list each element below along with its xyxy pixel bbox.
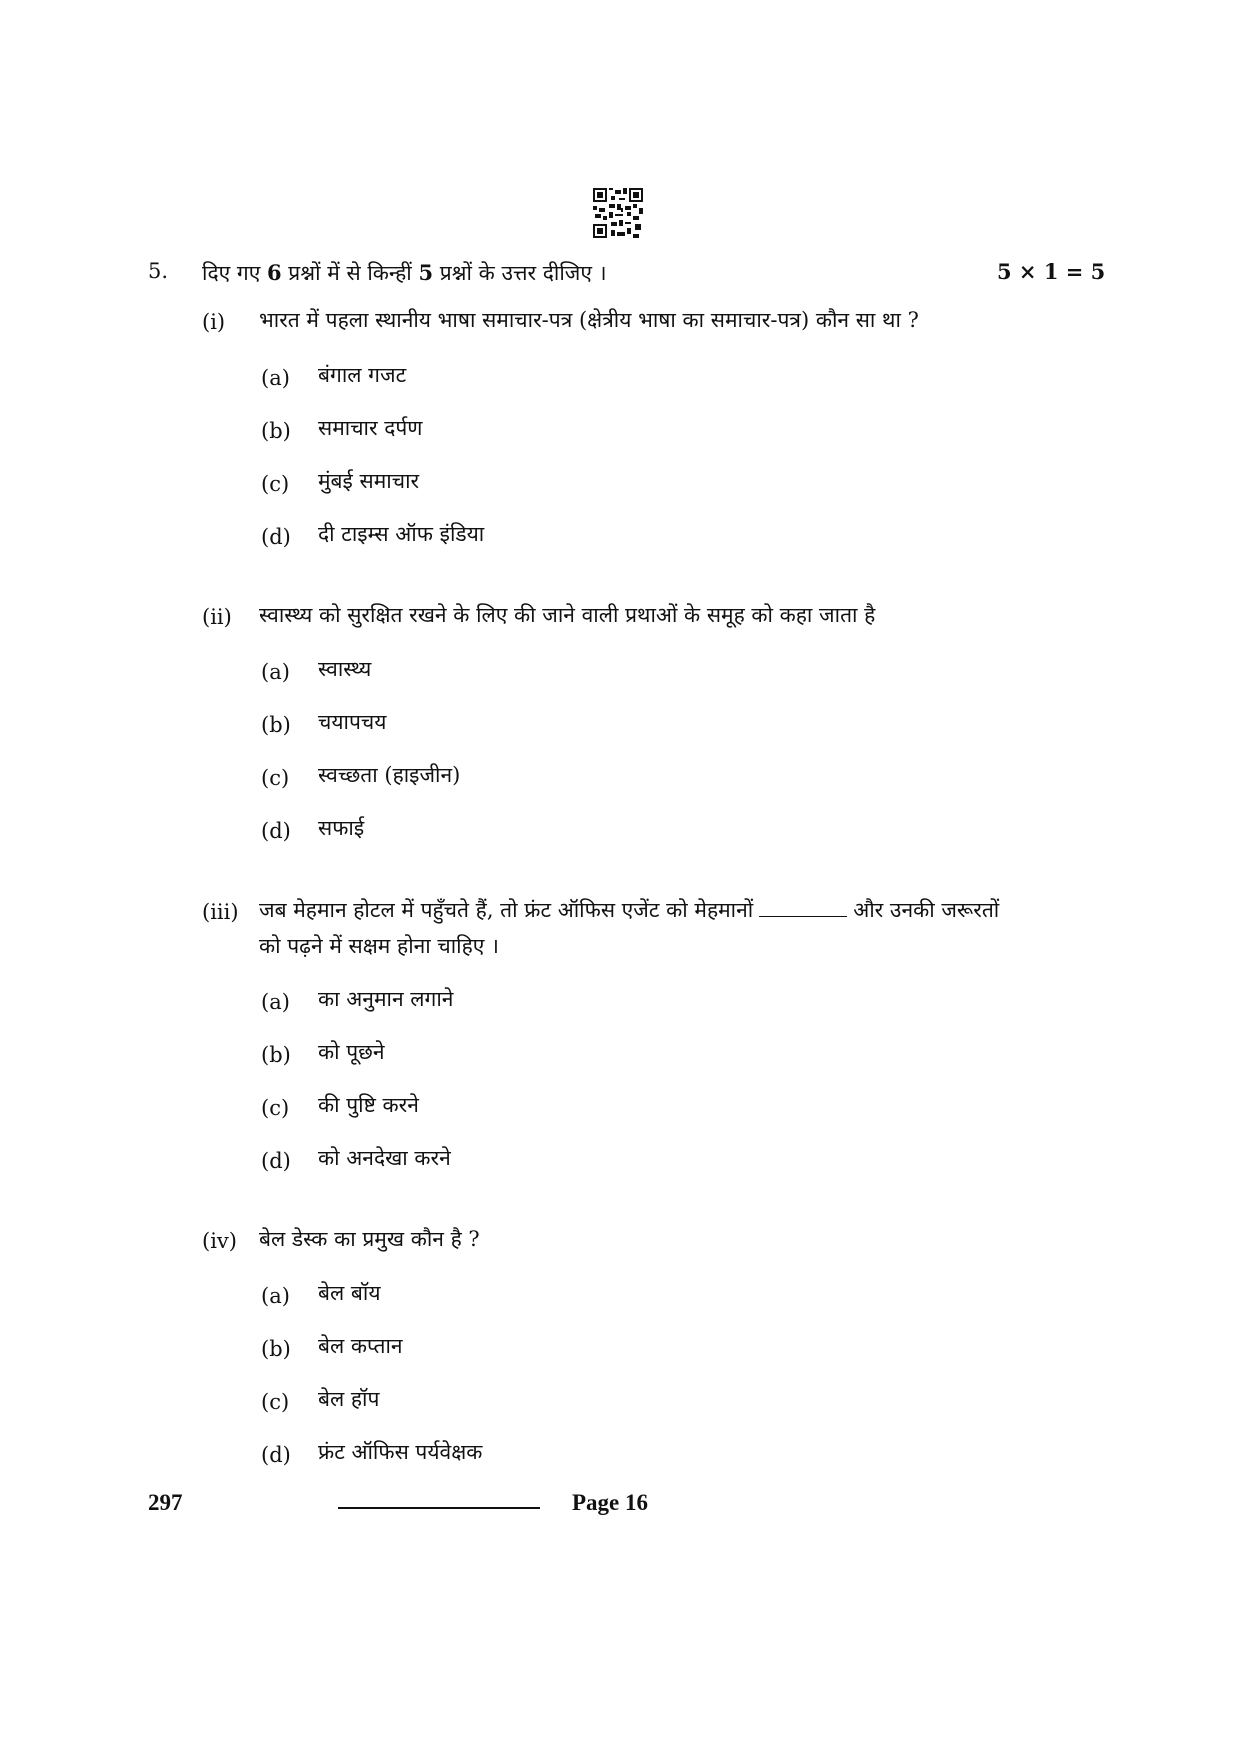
page-number: Page 16 (572, 1490, 649, 1515)
option-label: (a) (261, 990, 290, 1014)
footer-divider (338, 1507, 540, 1509)
instruction-pre: दिए गए (202, 261, 267, 285)
option-text: को पूछने (318, 1040, 385, 1064)
option-text: फ्रंट ऑफिस पर्यवेक्षक (318, 1440, 483, 1464)
subquestion-text (259, 892, 999, 964)
option-text: को अनदेखा करने (318, 1146, 451, 1170)
option-label: (b) (261, 1043, 291, 1067)
instruction-post: प्रश्नों के उत्तर दीजिए । (433, 261, 607, 285)
option-text: बंगाल गजट (318, 363, 407, 387)
option-text: मुंबई समाचार (318, 469, 420, 493)
option-text: दी टाइम्स ऑफ इंडिया (318, 522, 485, 546)
question-instruction (202, 259, 607, 287)
subquestion-label: (i) (202, 310, 226, 334)
subquestion-text: स्वास्थ्य को सुरक्षित रखने के लिए की जाने वाली प्रथाओं के समूह को कहा जाता है (259, 603, 876, 627)
subquestion-label: (iii) (202, 900, 239, 924)
option-label: (d) (261, 525, 291, 549)
subquestion-text: भारत में पहला स्थानीय भाषा समाचार-पत्र (क्षेत्रीय भाषा का समाचार-पत्र) कौन सा था ? (259, 308, 919, 332)
subquestion-text-part2: और उनकी जरूरतों (853, 898, 1000, 922)
option-text: बेल कप्तान (318, 1334, 403, 1358)
option-label: (c) (261, 766, 290, 790)
subquestion-label: (iv) (202, 1229, 237, 1253)
option-label: (c) (261, 1096, 290, 1120)
option-text: सफाई (318, 816, 365, 840)
option-label: (d) (261, 1443, 291, 1467)
question-number: 5. (148, 259, 169, 283)
qr-code (593, 188, 643, 238)
option-text: बेल बॉय (318, 1281, 381, 1305)
option-text: का अनुमान लगाने (318, 987, 454, 1011)
instruction-count-total: 6 (267, 260, 282, 285)
option-label: (b) (261, 1337, 291, 1361)
instruction-count-attempt: 5 (418, 260, 434, 285)
option-label: (a) (261, 1284, 290, 1308)
instruction-mid: प्रश्नों में से किन्हीं (281, 261, 419, 285)
option-text: समाचार दर्पण (318, 416, 423, 440)
paper-code: 297 (148, 1490, 183, 1515)
option-label: (d) (261, 1149, 291, 1173)
option-label: (d) (261, 819, 291, 843)
subquestion-line-1 (259, 892, 999, 928)
option-label: (b) (261, 713, 291, 737)
subquestion-label: (ii) (202, 605, 232, 629)
option-text: स्वच्छता (हाइजीन) (318, 763, 461, 787)
subquestion-text: बेल डेस्क का प्रमुख कौन है ? (259, 1227, 480, 1251)
option-text: स्वास्थ्य (318, 657, 372, 681)
fill-in-blank (759, 898, 847, 917)
option-label: (c) (261, 1390, 290, 1414)
option-label: (c) (261, 472, 290, 496)
option-text: की पुष्टि करने (318, 1093, 419, 1117)
option-label: (a) (261, 366, 290, 390)
option-text: चयापचय (318, 710, 387, 734)
option-label: (b) (261, 419, 291, 443)
question-marks: 5 × 1 = 5 (997, 259, 1106, 284)
subquestion-text-part1: जब मेहमान होटल में पहुँचते हैं, तो फ्रंट ऑफिस एजेंट को मेहमानों (259, 898, 754, 922)
option-text: बेल हॉप (318, 1387, 380, 1411)
subquestion-line-2: को पढ़ने में सक्षम होना चाहिए । (259, 934, 500, 958)
option-label: (a) (261, 660, 290, 684)
